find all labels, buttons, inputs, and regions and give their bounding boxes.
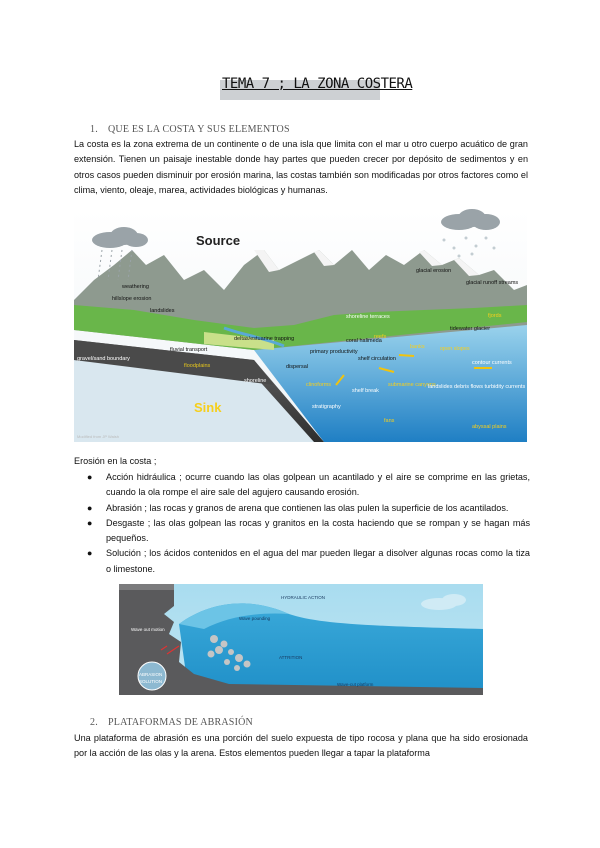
label-tidewater: tidewater glacier bbox=[450, 326, 491, 332]
section1-heading bbox=[90, 124, 290, 135]
erosion-list bbox=[74, 470, 530, 577]
section2-paragraph: Una plataforma de abrasión es una porción del suelo expuesta de tipo rocosa y plana que ha sido erosionada por la acción de las olas y la arena. Estos elementos pueden llegar a tapar la plataforma bbox=[74, 733, 528, 759]
label-solution: SOLUTION bbox=[139, 679, 163, 684]
page-title: TEMA 7 ; LA ZONA COSTERA bbox=[222, 76, 413, 92]
label-fans: fans bbox=[384, 418, 395, 424]
section1-number: 1. bbox=[90, 124, 98, 135]
section1-paragraph: La costa es la zona extrema de un continente o de una isla que limita con el mar u otro cuerpo acuático de gran extensión. Tienen un paisaje inestable donde hay partes que pueden crecer por depósito de sedimentos y en otros casos pueden disminuir por erosión marina, las costas también son modificadas por otros factores como el clima, viento, oleaje, marea, actividades biológicas y humanas. bbox=[74, 139, 528, 195]
diagram-source-label: Source bbox=[196, 233, 241, 248]
label-dispersal: dispersal bbox=[286, 364, 309, 370]
label-abrasion: ABRASION bbox=[139, 672, 163, 677]
source-to-sink-diagram bbox=[74, 210, 567, 442]
section2-heading-text: PLATAFORMAS DE ABRASIÓN bbox=[108, 717, 253, 728]
diagram-sink-label: Sink bbox=[194, 400, 222, 415]
label-clinoforms: clinoforms bbox=[306, 382, 332, 388]
label-wave-out: Wave out motion bbox=[131, 627, 165, 632]
label-submarine: submarine canyons bbox=[388, 382, 436, 388]
diagram-credit: Modified from JP Walsh bbox=[77, 434, 120, 439]
label-gravel: gravel/sand boundary bbox=[77, 356, 130, 362]
label-stratigraphy: stratigraphy bbox=[312, 404, 341, 410]
section1-heading-text: QUE ES LA COSTA Y SUS ELEMENTOS bbox=[108, 124, 290, 135]
list-item: ● Solución ; los ácidos contenidos en el agua del mar pueden llegar a disolver algunas rocas como la tiza o limestone. bbox=[87, 548, 530, 574]
label-shoreline-terraces: shoreline terraces bbox=[346, 314, 390, 320]
bullet-icon: ● bbox=[87, 548, 93, 559]
label-hillslope: hillslope erosion bbox=[112, 296, 152, 302]
label-shelfcirc: shelf circulation bbox=[358, 356, 396, 362]
bullet-icon: ● bbox=[87, 517, 93, 528]
label-fjords: fjords bbox=[488, 313, 502, 319]
label-contour: contour currents bbox=[472, 360, 512, 366]
label-shoreline: shoreline bbox=[244, 378, 267, 384]
label-open-slopes: open slopes bbox=[440, 346, 470, 352]
label-banks: banks bbox=[410, 344, 425, 350]
section2-heading bbox=[90, 717, 253, 728]
label-coral: coral halimeda bbox=[346, 338, 382, 344]
label-hydraulic: HYDRAULIC ACTION bbox=[281, 595, 326, 600]
label-glacial-runoff: glacial runoff streams bbox=[466, 280, 519, 286]
label-landslides: landslides bbox=[150, 308, 175, 314]
coastal-erosion-diagram bbox=[119, 584, 483, 695]
bullet-icon: ● bbox=[87, 472, 93, 482]
label-fluvial: fluvial transport bbox=[170, 347, 208, 353]
label-wave-pounding: Wave pounding bbox=[239, 616, 271, 621]
label-weathering: weathering bbox=[122, 284, 149, 290]
label-shelfbreak: shelf break bbox=[352, 388, 379, 394]
section2-number: 2. bbox=[90, 717, 98, 728]
label-wave-cut: Wave-cut platform bbox=[337, 682, 374, 687]
label-attrition: ATTRITION bbox=[279, 655, 303, 660]
bullet-icon: ● bbox=[87, 502, 93, 513]
list-item: ● Abrasión ; las rocas y granos de arena que contienen las olas pulen la superficie de los acantilados. bbox=[74, 501, 530, 516]
label-landslides2: landslides debris flows turbidity currents nepheloid layers bbox=[428, 384, 567, 390]
list-item: ● Desgaste ; las olas golpean las rocas y granitos en la costa haciendo que se rompan y se hagan más pequeños. bbox=[87, 517, 530, 544]
list-item: ● Acción hidráulica ; ocurre cuando las olas golpean un acantilado y el aire se comprime en las grietas, cuando la ola rompe el aire sale del agujero causando erosión. bbox=[87, 472, 530, 498]
erosion-label: Erosión en la costa ; bbox=[74, 456, 157, 466]
label-reefs: reefs bbox=[374, 334, 387, 340]
label-deltas: deltas/estuarine trapping bbox=[234, 336, 295, 342]
label-glacial-erosion: glacial erosion bbox=[416, 268, 452, 274]
label-abyssal: abyssal plains bbox=[472, 424, 507, 430]
label-floodplains: floodplains bbox=[184, 363, 211, 369]
label-primary: primary productivity bbox=[310, 349, 358, 355]
